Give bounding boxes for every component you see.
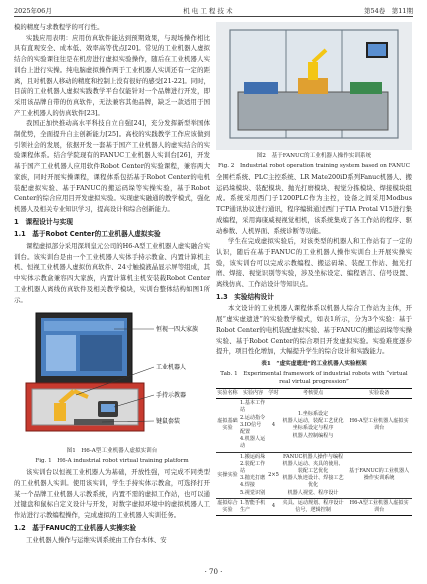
table-cell: 夹具、运动规划、程序设计 信号，逻辑控制 [280,498,346,515]
paragraph: 工业机器人操作与运维实训系统由工作台本体、安 [26,535,167,544]
subsection-heading: 1.2 基于FANUC的工业机器人实操实验 [14,523,136,532]
figure-2-caption-en: Fig. 2 Industrial robot operation training system based on FANUC [218,163,410,169]
table-cell: 4 [267,498,280,515]
fig1-label: 恒视一四大家族 [156,326,199,334]
figure-1 [14,309,210,445]
fig1-label: 键鼠套装 [156,418,181,426]
paragraph: 我国正加快推动高水平科技自立自强[24]，充分发挥新型举国体制优势，全面提升自主创新能力[25]。高校的实践教学工作应该做到引领社会的发展，依据开发一套基于国产工业机器人的虚实结合的实验课程体系。结合学院现有的FANUC工业机器人实训台[26]，开发基于国产工业机器人应用软件Robot Center的实验课程，兼容两大家族，同时开展实操课程，课程体系包括基于Robot Center的电机装配虚拟实验、基于FANUC的搬运码垛等实操实验，基于Robot Center的综合应用目开发虚拟实验。实现虚实融通的教学模式，强化机器人及相关专业知识学习，提高设计和综合创新能力。 [14,119,210,213]
table-cell: H6-A型工业机器人虚拟实训台 [346,399,412,452]
table-header: 考核要点 [280,388,346,398]
table-header-row [216,388,412,398]
subsection-heading: 1.1 基于Robot Center的工业机器人虚拟实验 [14,230,161,239]
table-cell: 1.搬运码垛 2.装配工作站 3.抛光打磨 4.焊接 5.视觉识别 [239,452,267,498]
paragraph: 该实训台以恒视工业机器人为基础，开放性强，可完成不同类型的工业机器人实训。使用该实训，学生手持实体示教盒，可选择打开某一个品牌工业机器人示教系统，内置不需的虚拟工作站，也可以通过键盘和鼠标自定义设计与开发，对数字虚拟环境中的虚拟机器人工作站进行示教编程操作，完成虚拟的工业机器人实训任务。 [14,468,210,520]
table-cell: 基于FANUC的工业机器人操作实训系统 [346,452,412,498]
table-cell: FANUC机器人操作与编程 机器人运动、夹具的使用、装配工艺优化 机器人轨迹设计、焊接工艺优化 机器人视觉、程序设计 [280,452,346,498]
figure-1-caption-en: Fig. 1 H6-A industrial robot virtual training platform [35,458,189,465]
training-platform-illustration [14,309,210,445]
running-header [14,4,413,17]
page-number: · 70 · [204,568,223,576]
right-column [216,22,412,516]
table-cell: 虚拟基础实验 [216,399,239,452]
table-1-title-en: Tab. 1 Experimental framework of industrial robots with “virtual real virtual progression” [220,370,408,385]
paragraph: 实践应用表明：应用仿真软件能达到预期效果，与现场操作相比具有直观安全、成本低、效率高等优点[20]。常见的工业机器人虚拟结合的实验课往往是在机房进行虚拟实验操作，随后在工业机器人实训台上进行实操。纯电脑虚拟操作两于工业机器人实训还有一定的距离，且对机器人移动的精度和控制上没有很好的感受[21-22]。同时，目前的工业机器人虚拟实践教学平台仅能针对一个品牌进行开发，即采用该品牌自带的仿真软件，无法兼容其他品牌，缺乏一款适用于国产工业机器人的仿真软件[23]。 [14,33,210,117]
robot-base [54,403,66,421]
paragraph: 学生在完成虚拟实验后，对该类型的机器人和工作站有了一定的认识，随后在基于FANUC的工业机器人操作实训台上开展实操实验，该实训台可以完成示教编程、搬运码垛、装配工作站、抛光打磨、焊接、视觉识别等实验，涉及坐标设定、编程语言、信号设置、离线仿真、工作站设计等知识点。 [216,237,412,289]
paragraph: 本文设计的工业机器人课程体系以机器人综合工作站为主体，开展“虚实虚遗进”的实验教学模式，如表1所示，分为3个实验：基于Robot Center的电机装配虚拟实验、基于FANUC的搬运码垛等实操实验、基于Robot Center的综合项目开发虚拟实验。实验难度逐步提升，项目性化增加，大幅提升学生的综合设计和实践能力。 [216,304,412,356]
table-row [216,452,412,498]
table-cell: 实操实验 [216,452,239,498]
paragraph: 全围栏系统、PLC主控系统、LR Mate200iD系列Fanuc机器人、搬运码垛模块、装配模块、抛光打磨模块、视觉分拣模块、焊接模块组成。系统采用西门子1200PLC作为主控，设备之间采用Modbus TCP通讯协议进行通讯，程序编辑通过西门子TIA Protal V15进行集成编程，采用海康威视视觉相机，该系统集成了各工作站的程序、驱动参数、人机界面、系统诊断等功能。 [216,173,412,235]
table-row [216,399,412,452]
issue-date: 2025年06月 [14,6,52,15]
table-cell: 虚拟综合实验 [216,498,239,515]
experiment-framework-table [216,388,412,516]
table-header: 学时 [267,388,280,398]
figure-2 [216,22,412,150]
table-header: 实验内容 [239,388,267,398]
section-heading: 1 课程设计与实现 [14,217,74,226]
table-cell: 1.坐标系设定 机器人运动，装配工艺优化 坐标系设定与程序 机器人控制编程与 [280,399,346,452]
table-header: 实验名称 [216,388,239,398]
table-row [216,498,412,515]
fig1-label: 工业机器人 [156,364,187,372]
subsection-heading: 1.3 实验结构设计 [216,292,274,301]
table-cell: H6-A型工业机器人虚拟实训台 [346,498,412,515]
fig1-label: 手持示教器 [156,392,187,400]
journal-title: 机 电 工 程 技 术 [183,6,233,15]
figure-2-caption-cn: 图2 基于FANUC的工业机器人操作实训系统 [256,153,372,159]
paragraph: 课程虚拟部分采用深圳皇元公司的H6-A型工业机器人虚实融合实训台。该实训台是由一个工业机器人实体手持示教盒、内置计算机主机、恒视工业机器人虚拟仿真软件、24寸触摸液晶显示屏等组成，其中实体示教盒兼容四大家族，内置计算机主机安装载Robot Center工业机器人离线仿真软件及相关教学模块，实训台整体结构如图1所示。 [14,242,210,304]
robot-operation-system-photo [216,22,412,150]
paragraph: 模的精度与求教程学的可行性。 [14,23,104,31]
figure-1-caption-cn: 图1 H6-A型工业机器人虚拟实训台 [66,448,158,455]
table-cell: 1.智能手机生产 [239,498,267,515]
table-cell: 4 [267,399,280,452]
left-column [14,22,210,545]
table-header: 实验设备 [346,388,412,398]
volume-issue: 第54卷 第11期 [363,6,413,15]
table-cell: 1.基本工作站 2.运动指令 3.IO信号配置 4.机器人运动 [239,399,267,452]
table-cell: 2×5 [267,452,280,498]
table-1-title-cn: 表1 “虚实虚遗进”的工业机器人实验框架 [261,360,367,367]
